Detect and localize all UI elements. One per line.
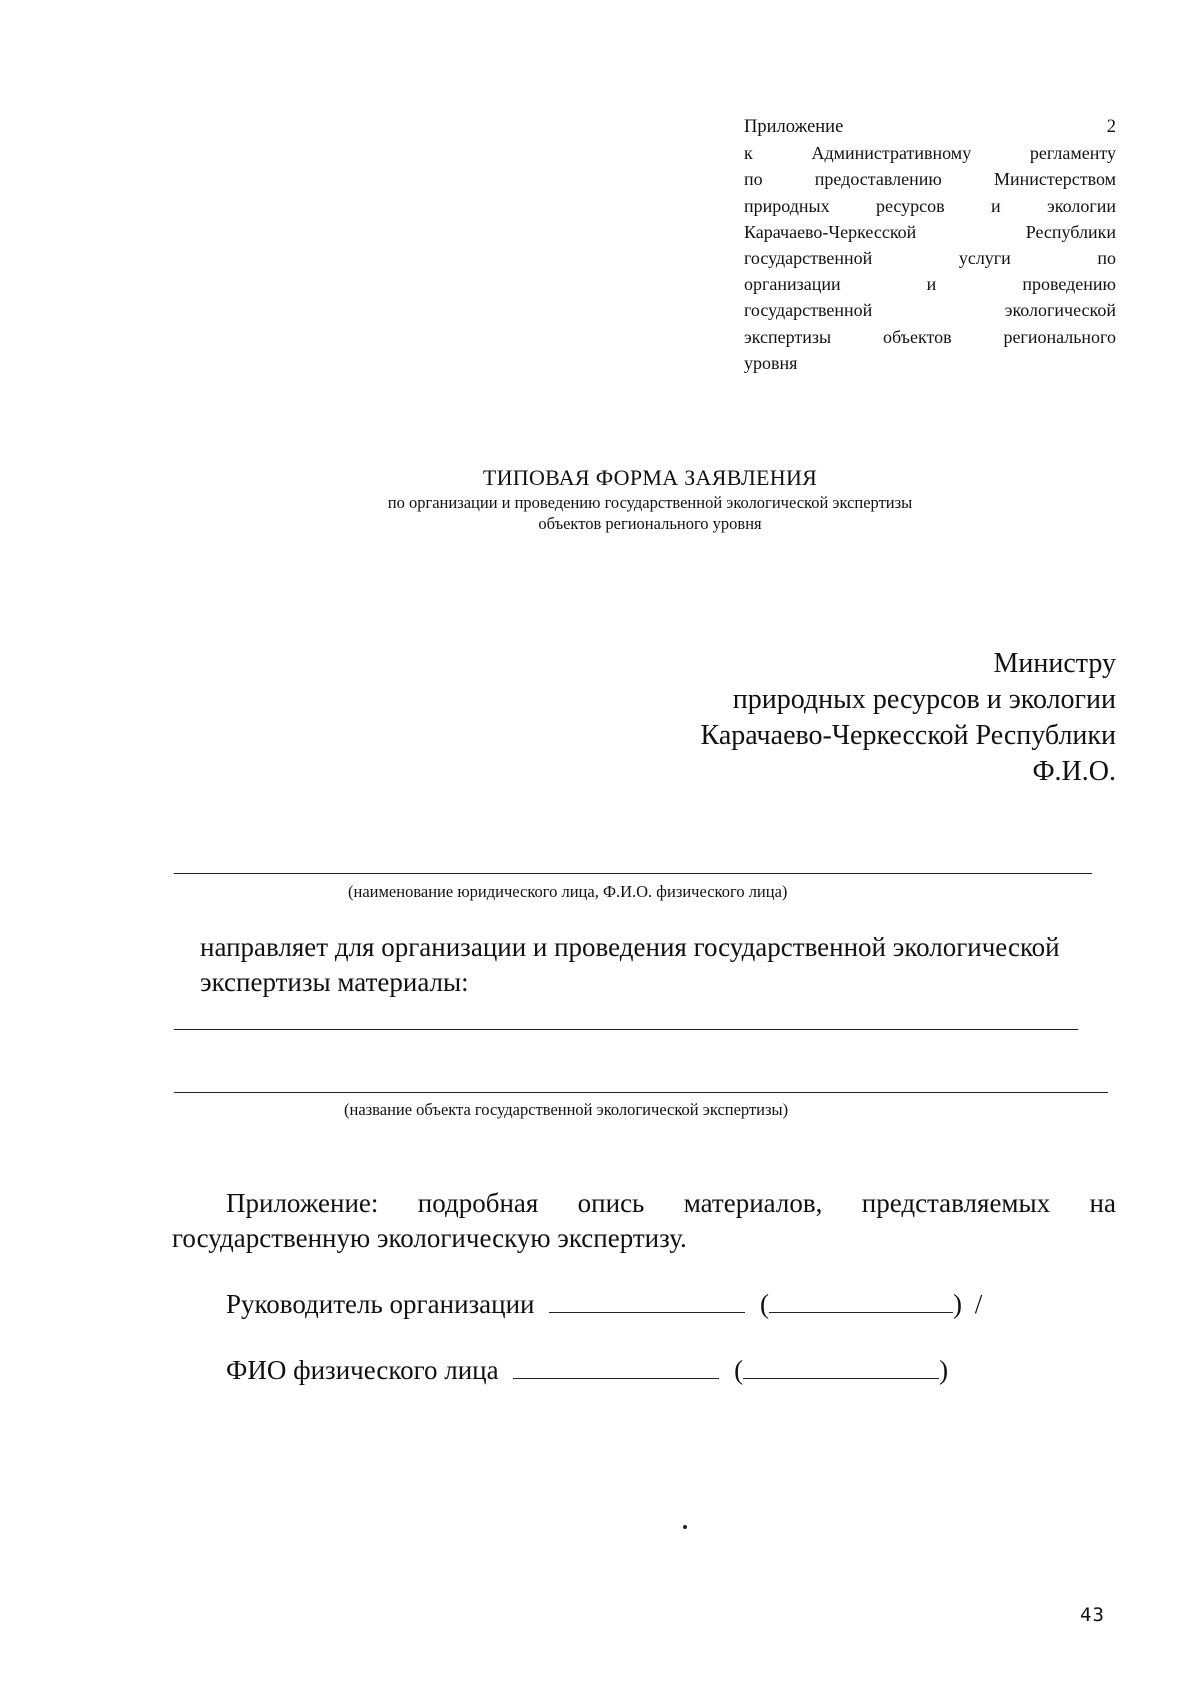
request-text-line: экспертизы материалы:	[200, 967, 469, 997]
addressee-line: Министру	[993, 648, 1116, 679]
person-name-field[interactable]	[743, 1352, 939, 1379]
attachment-word: подробная	[417, 1188, 539, 1218]
scan-speck	[683, 1525, 687, 1529]
object-caption: (название объекта государственной экологической экспертизы)	[344, 1100, 789, 1119]
open-paren: (	[734, 1355, 744, 1385]
request-text	[200, 930, 1120, 1000]
appendix-line: государственной услуги по	[744, 248, 1116, 269]
attachment-word: материалов,	[683, 1188, 823, 1218]
form-subtitle-line: объектов регионального уровня	[538, 514, 762, 533]
object-name-line[interactable]	[174, 1092, 1108, 1093]
open-paren: (	[760, 1289, 770, 1319]
person-signature-field[interactable]	[513, 1352, 719, 1379]
appendix-line: Карачаево-Черкесской Республики	[744, 221, 1116, 242]
form-title-block	[0, 464, 1200, 534]
addressee-line: Ф.И.О.	[1032, 756, 1116, 787]
close-paren: )	[953, 1289, 963, 1319]
appendix-line: организации и проведению	[744, 274, 1116, 295]
head-signature-label: Руководитель организации	[226, 1289, 535, 1319]
slash-separator: /	[974, 1289, 983, 1319]
head-name-field[interactable]	[769, 1286, 953, 1313]
attachment-line	[172, 1186, 1116, 1221]
appendix-line: экспертизы объектов регионального	[744, 326, 1116, 347]
appendix-line: по предоставлению Министерством	[744, 169, 1116, 190]
head-signature-field[interactable]	[549, 1286, 745, 1313]
addressee-block	[600, 646, 1116, 790]
form-title: ТИПОВАЯ ФОРМА ЗАЯВЛЕНИЯ	[482, 465, 818, 490]
person-signature-row	[226, 1352, 948, 1388]
attachment-word: на	[1089, 1188, 1116, 1218]
attachment-word: опись	[577, 1188, 645, 1218]
object-name-line[interactable]	[174, 1029, 1078, 1030]
attachment-word: представляемых	[861, 1188, 1051, 1218]
close-paren: )	[939, 1355, 949, 1385]
appendix-line: природных ресурсов и экологии	[744, 195, 1116, 216]
person-signature-label: ФИО физического лица	[226, 1355, 499, 1385]
request-text-line: направляет для организации и проведения государственной экологической	[200, 932, 1060, 962]
attachment-word: Приложение:	[226, 1188, 379, 1218]
addressee-line: Карачаево-Черкесской Республики	[700, 720, 1116, 751]
appendix-line: к Административному регламенту	[744, 143, 1116, 164]
attachment-line: государственную экологическую экспертизу.	[172, 1223, 687, 1253]
applicant-name-line[interactable]	[174, 873, 1092, 874]
addressee-line: природных ресурсов и экологии	[732, 684, 1116, 715]
appendix-reference	[744, 114, 1116, 376]
appendix-line: государственной экологической	[744, 300, 1116, 321]
appendix-line: Приложение 2	[744, 117, 1116, 137]
form-subtitle-line: по организации и проведению государственной экологической экспертизы	[387, 493, 913, 512]
head-signature-row	[226, 1286, 982, 1322]
page-number: 43	[1080, 1604, 1105, 1626]
appendix-line: уровня	[744, 352, 798, 373]
applicant-caption: (наименование юридического лица, Ф.И.О. физического лица)	[348, 882, 788, 901]
attachment-paragraph	[172, 1186, 1116, 1256]
